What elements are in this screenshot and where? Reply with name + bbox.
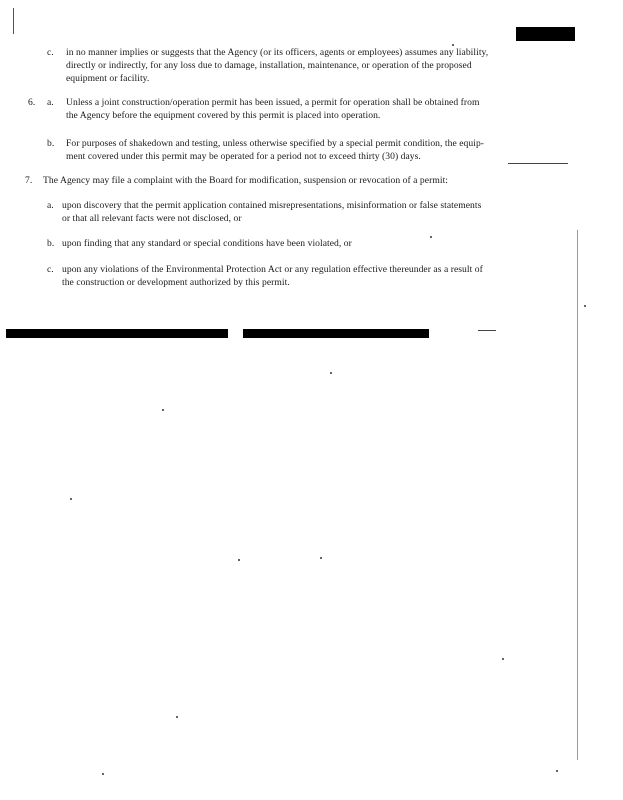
scan-speck [502, 658, 504, 660]
item-marker: b. [47, 138, 55, 149]
scan-speck [70, 498, 72, 500]
item-text-line: in no manner implies or suggests that the Agency (or its officers, agents or employees) assumes any liability, [66, 47, 489, 58]
item-text-line: the Agency before the equipment covered by this permit is placed into operation. [66, 110, 381, 121]
scan-mark [508, 163, 568, 164]
item-text-line: ment covered under this permit may be operated for a period not to exceed thirty (30) days. [66, 151, 421, 162]
item-text-line: Unless a joint construction/operation permit has been issued, a permit for operation shall be obtained from [66, 97, 480, 108]
item-text-line: equipment or facility. [66, 73, 150, 84]
scan-speck [176, 716, 178, 718]
scan-mark [478, 330, 496, 331]
redaction-bar-top [516, 27, 575, 41]
item-text-line: upon finding that any standard or special conditions have been violated, or [62, 238, 352, 249]
redaction-bar-left [6, 329, 228, 338]
item-marker: c. [47, 47, 54, 58]
section-number: 6. [28, 97, 36, 108]
item-marker: c. [47, 264, 54, 275]
item-marker: a. [47, 200, 54, 211]
item-text-line: directly or indirectly, for any loss due to damage, installation, maintenance, or operation of the proposed [66, 60, 472, 71]
item-text-line: or that all relevant facts were not disclosed, or [62, 213, 242, 224]
item-marker: a. [47, 97, 54, 108]
scan-edge-right [577, 230, 578, 760]
scan-speck [452, 44, 454, 46]
scan-speck [430, 236, 432, 238]
scan-edge-left [13, 8, 14, 34]
section-text-line: The Agency may file a complaint with the Board for modification, suspension or revocation of a permit: [43, 175, 448, 186]
scan-speck [162, 409, 164, 411]
redaction-bar-right [243, 329, 429, 338]
item-text-line: the construction or development authorized by this permit. [62, 277, 290, 288]
item-text-line: upon discovery that the permit application contained misrepresentations, misinformation or false statements [62, 200, 482, 211]
scan-speck [556, 770, 558, 772]
item-text-line: upon any violations of the Environmental Protection Act or any regulation effective thereunder as a result of [62, 264, 483, 275]
scan-speck [330, 372, 332, 374]
scan-speck [102, 773, 104, 775]
scan-speck [238, 559, 240, 561]
scan-speck [320, 557, 322, 559]
item-text-line: For purposes of shakedown and testing, unless otherwise specified by a special permit condition, the equip- [66, 138, 485, 149]
section-number: 7. [25, 175, 33, 186]
scan-speck [584, 305, 586, 307]
item-marker: b. [47, 238, 55, 249]
